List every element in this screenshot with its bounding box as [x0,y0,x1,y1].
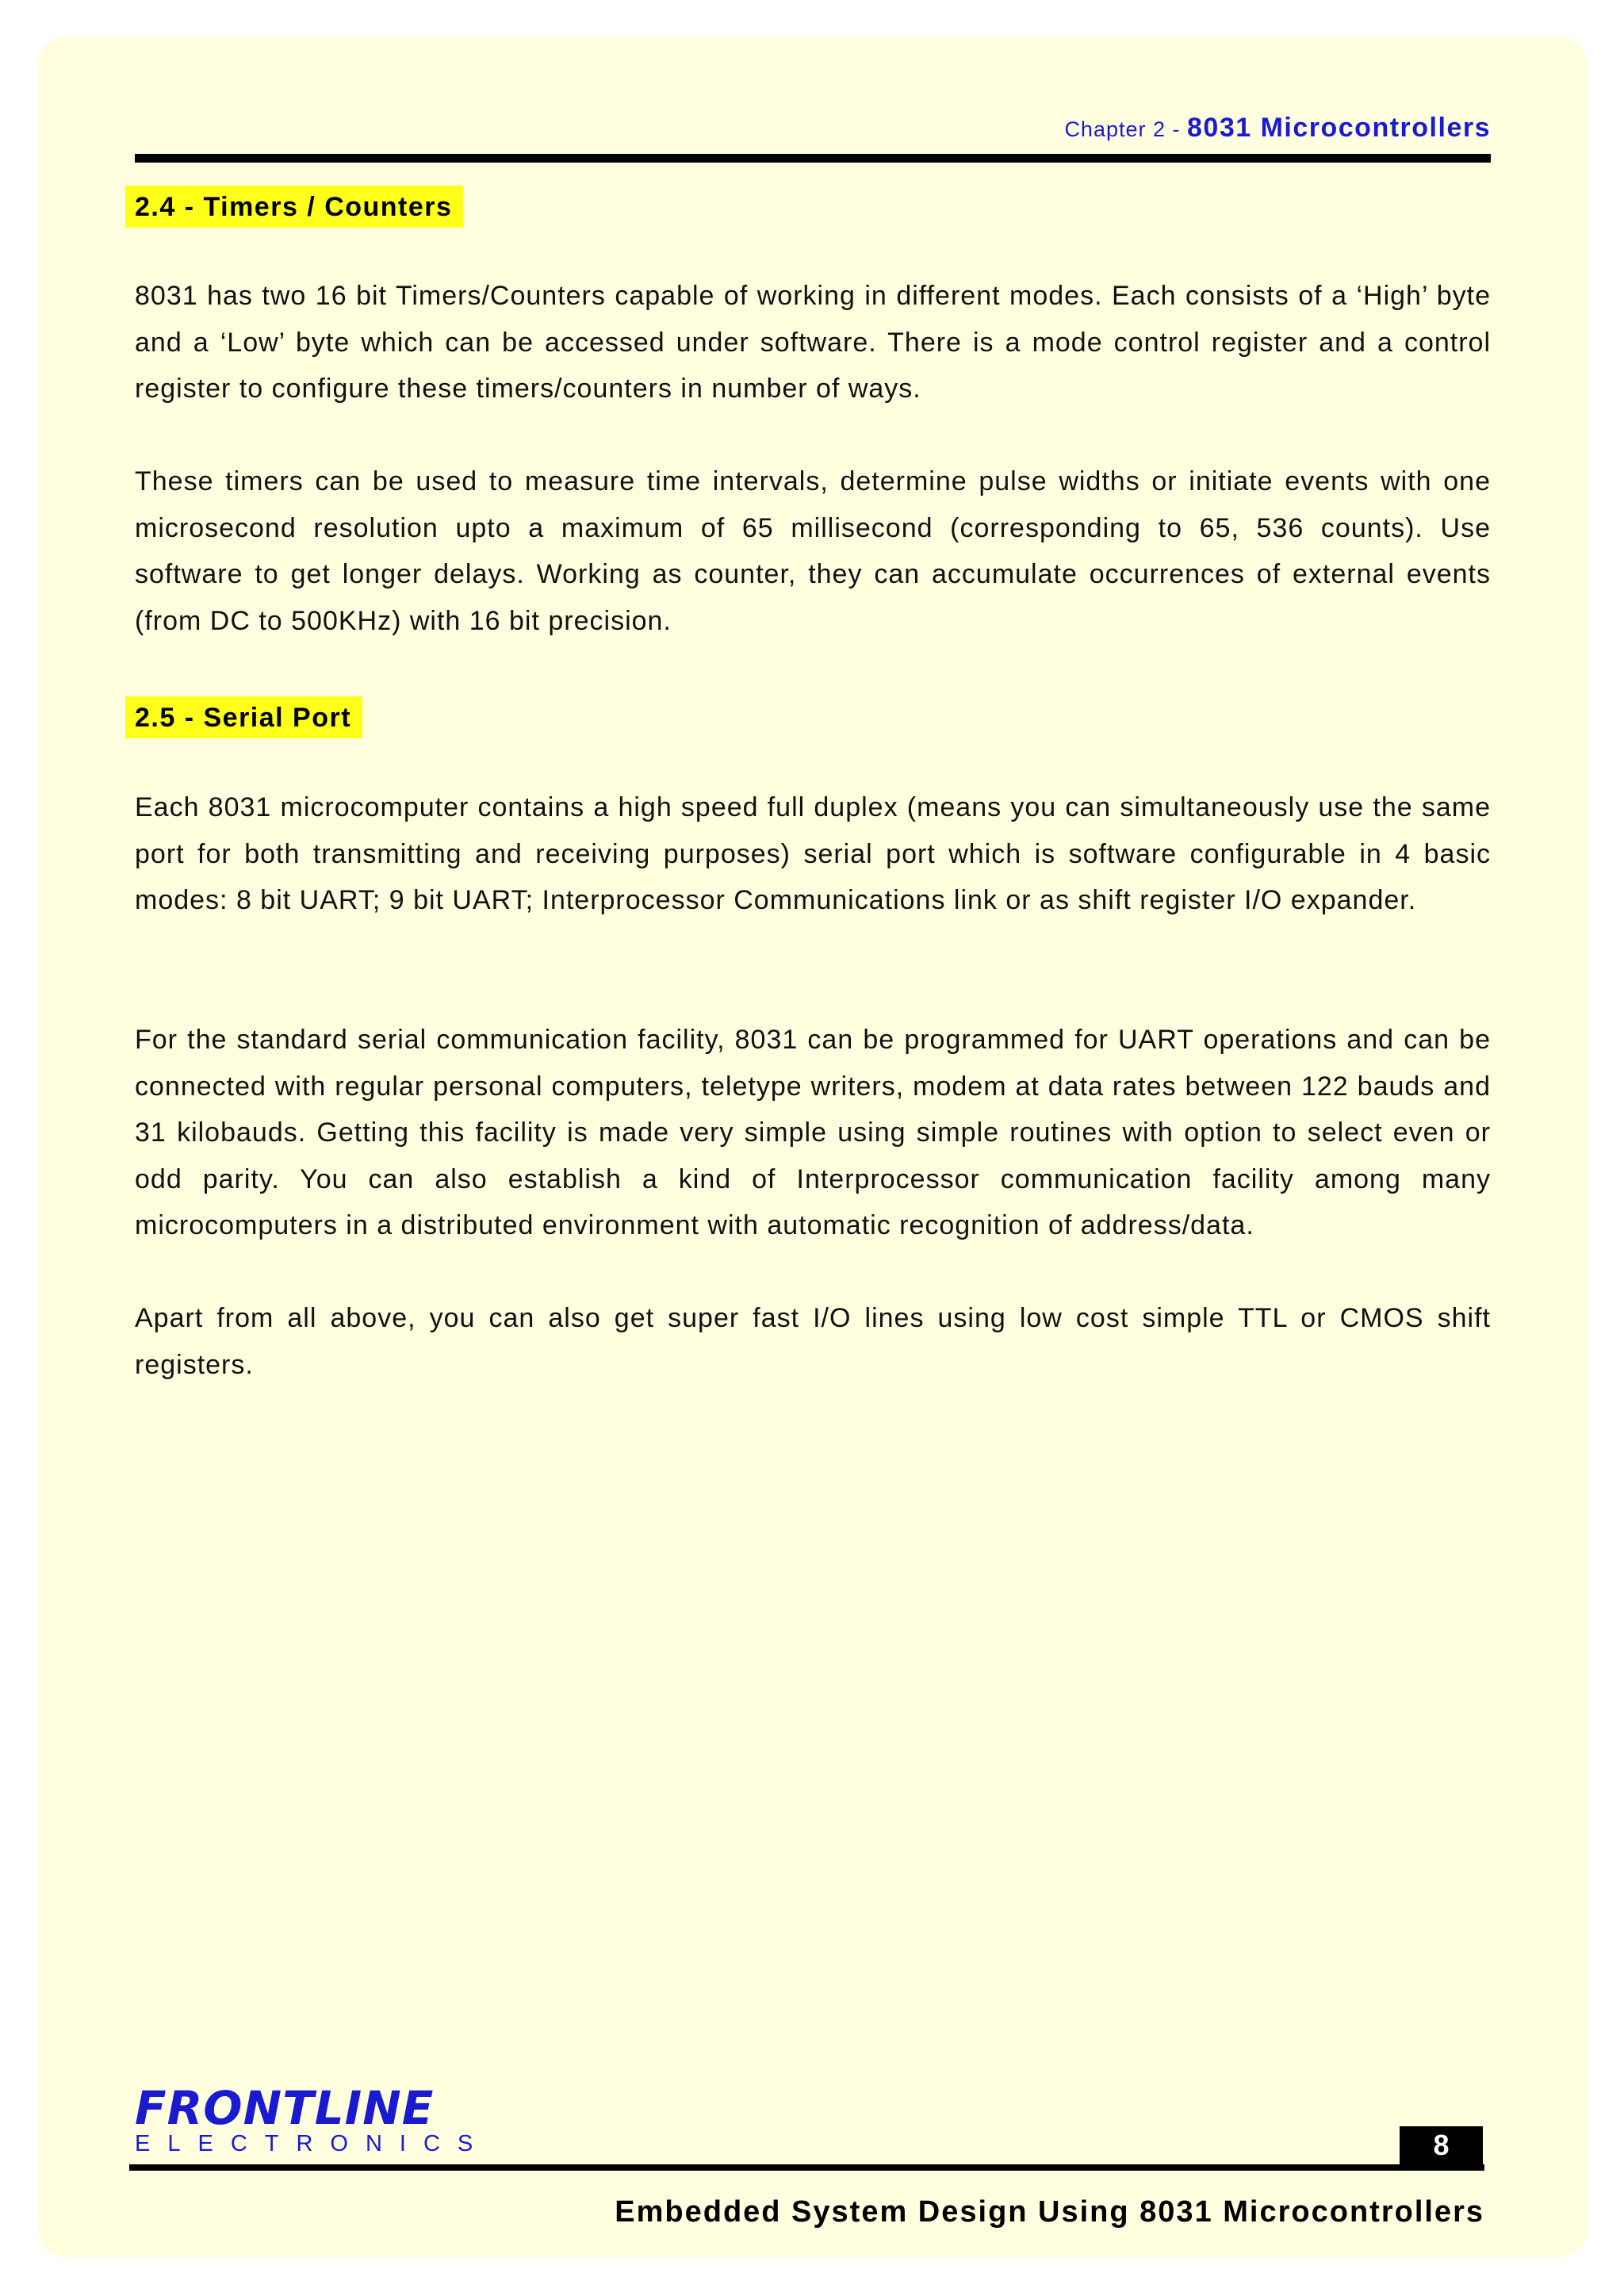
footer-rule [129,2164,1484,2171]
footer-book-title: Embedded System Design Using 8031 Microcontrollers [615,2195,1484,2229]
page-number: 8 [1400,2126,1483,2164]
chapter-name: 8031 Microcontrollers [1187,113,1491,143]
section-heading-serial-port: 2.5 - Serial Port [125,696,362,738]
paragraph-timers-2: These timers can be used to measure time intervals, determine pulse widths or initiate events with one microsecond resolution upto a maximum of 65 millisecond (corresponding to 65, 536 counts). Use software to get longer delays. Working as counter, they can accumulate occurrences of external events (from DC to 500KHz) with 16 bit precision. [135,466,1491,636]
header-rule [135,154,1491,163]
frontline-logo [135,2081,491,2157]
paragraph-serial-3: Apart from all above, you can also get super fast I/O lines using low cost simple TTL or CMOS shift registers. [135,1303,1491,1380]
paragraph-serial-1: Each 8031 microcomputer contains a high speed full duplex (means you can simultaneously use the same port for both transmitting and receiving purposes) serial port which is software configurable in 4 basic modes: 8 bit UART; 9 bit UART; Interprocessor Communications link or as shift register I/O expander. [135,792,1491,915]
section-heading-timers: 2.4 - Timers / Counters [125,186,463,228]
running-header [1064,113,1491,144]
logo-subtitle: ELECTRONICS [135,2131,491,2156]
logo-brand: FRONTLINE [135,2081,435,2135]
chapter-prefix: Chapter 2 - [1064,117,1188,141]
paragraph-serial-2: For the standard serial communication facility, 8031 can be programmed for UART operations and can be connected with regular personal computers, teletype writers, modem at data rates between 122 bauds and 31 kilobauds. Getting this facility is made very simple using simple routines with option to select even or odd parity. You can also establish a kind of Interprocessor communication facility among many microcomputers in a distributed environment with automatic recognition of address/data. [135,1025,1491,1240]
paragraph-timers-1: 8031 has two 16 bit Timers/Counters capable of working in different modes. Each consists of a ‘High’ byte and a ‘Low’ byte which can be accessed under software. There is a mode control register and a control register to configure these timers/counters in number of ways. [135,281,1491,404]
